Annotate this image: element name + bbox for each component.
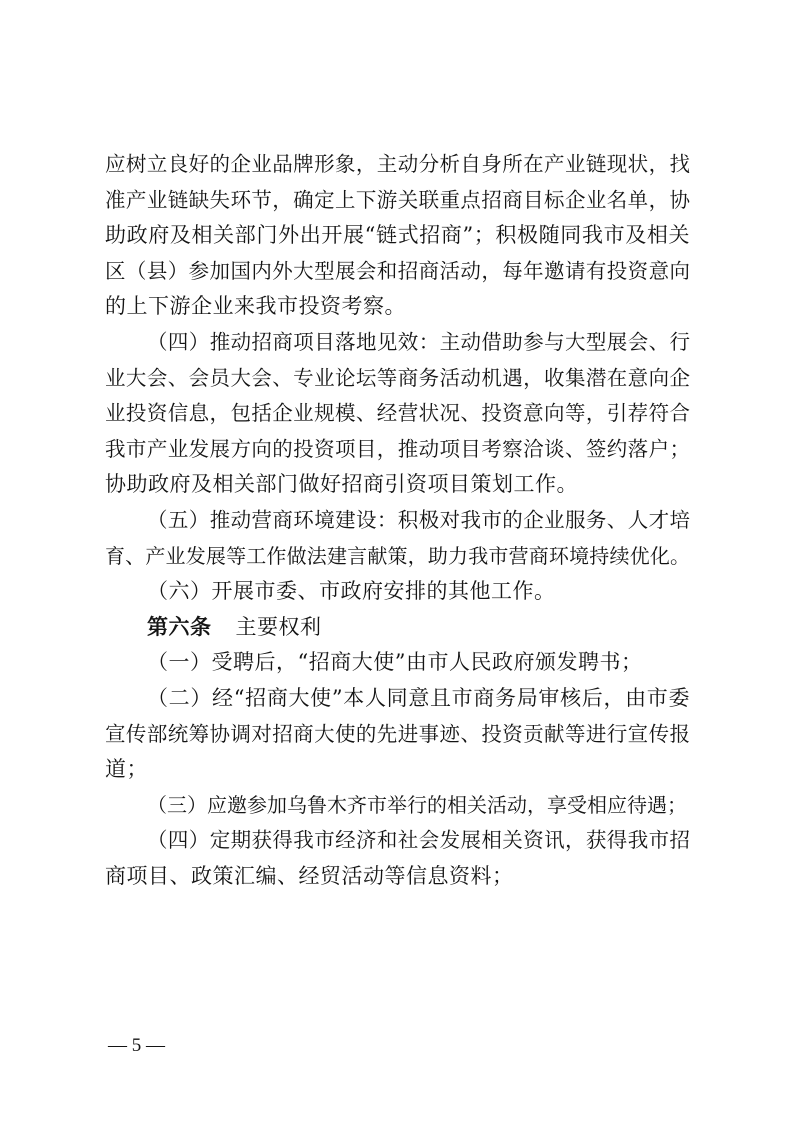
paragraph-line: （三）应邀参加乌鲁木齐市举行的相关活动，享受相应待遇； <box>147 792 687 817</box>
paragraph-line: 协助政府及相关部门做好招商引资项目策划工作。 <box>105 472 578 497</box>
paragraph-line: 的上下游企业来我市投资考察。 <box>105 294 406 319</box>
paragraph-line: 商项目、政策汇编、经贸活动等信息资料； <box>105 864 514 888</box>
paragraph-line: 助政府及相关部门外出开展“链式招商”；积极随同我市及相关 <box>105 223 690 248</box>
paragraph-line: （五）推动营商环境建设：积极对我市的企业服务、人才培 <box>147 508 690 532</box>
paragraph-line: 区（县）参加国内外大型展会和招商活动，每年邀请有投资意向 <box>105 258 690 283</box>
paragraph-line: 育、产业发展等工作做法建言献策，助力我市营商环境持续优化。 <box>105 543 690 568</box>
article-title: 主要权利 <box>235 614 322 639</box>
paragraph-line: 业大会、会员大会、专业论坛等商务活动机遇，收集潜在意向企 <box>105 365 690 390</box>
paragraph-line: 我市产业发展方向的投资项目，推动项目考察洽谈、签约落户； <box>105 436 690 461</box>
article-label: 第六条 <box>147 614 212 639</box>
paragraph-line: （四）定期获得我市经济和社会发展相关资讯，获得我市招 <box>147 828 690 853</box>
paragraph-line: （一）受聘后，“招商大使”由市人民政府颁发聘书； <box>147 650 643 675</box>
paragraph-line: 准产业链缺失环节，确定上下游关联重点招商目标企业名单，协 <box>105 187 690 212</box>
paragraph-line: （六）开展市委、市政府安排的其他工作。 <box>147 579 556 604</box>
paragraph-line: 应树立良好的企业品牌形象，主动分析自身所在产业链现状，找 <box>105 152 690 176</box>
paragraph-line: 宣传部统筹协调对招商大使的先进事迹、投资贡献等进行宣传报 <box>105 721 690 746</box>
paragraph-line: （四）推动招商项目落地见效：主动借助参与大型展会、行 <box>147 330 690 354</box>
article-heading <box>147 610 690 644</box>
paragraph-line: （二）经“招商大使”本人同意且市商务局审核后，由市委 <box>147 686 690 710</box>
page-number: — 5 — <box>108 1035 165 1056</box>
paragraph-line: 业投资信息，包括企业规模、经营状况、投资意向等，引荐符合 <box>105 401 690 426</box>
paragraph-line: 道； <box>105 757 148 782</box>
